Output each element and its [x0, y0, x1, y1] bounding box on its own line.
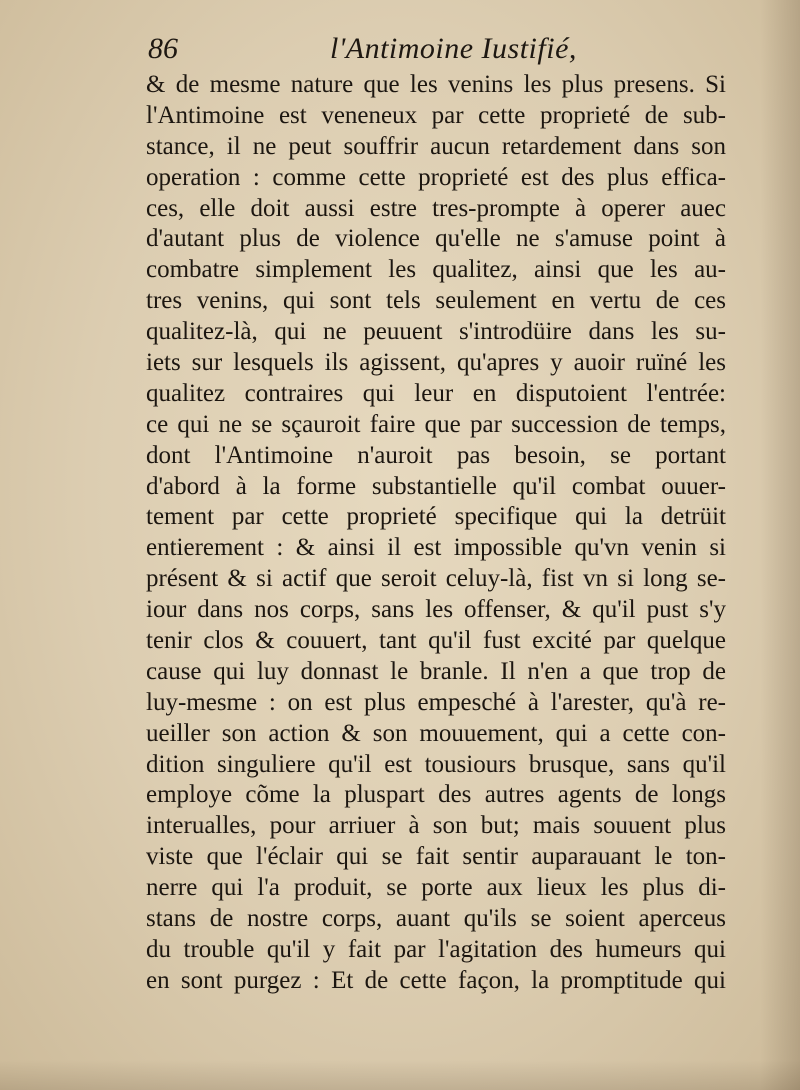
- page-number: 86: [148, 32, 178, 65]
- text-line: cause qui luy donnast le branle. Il n'en a que trop de: [146, 657, 726, 685]
- text-line: dont l'Antimoine n'auroit pas besoin, se portant: [146, 441, 726, 469]
- text-line: luy-mesme : on est plus empesché à l'arester, qu'à re-: [146, 688, 726, 716]
- text-line: d'abord à la forme substantielle qu'il combat ouuer-: [146, 472, 726, 500]
- text-line: & de mesme nature que les venins les plus presens. Si: [146, 71, 726, 98]
- text-line: ces, elle doit aussi estre tres-prompte à operer auec: [146, 194, 726, 222]
- text-line: du trouble qu'il y fait par l'agitation des humeurs qui: [146, 935, 726, 963]
- text-line: présent & si actif que seroit celuy-là, fist vn si long se-: [146, 565, 726, 593]
- text-line: ueiller son action & son mouuement, qui a cette con-: [146, 719, 726, 747]
- text-line: ce qui ne se sçauroit faire que par succession de temps,: [146, 410, 726, 438]
- text-line: viste que l'éclair qui se fait sentir auparauant le ton-: [146, 843, 726, 871]
- page-edge-shadow: [760, 0, 800, 1090]
- text-line: qualitez contraires qui leur en disputoient l'entrée:: [146, 379, 726, 407]
- text-line: operation : comme cette proprieté est des plus effica-: [146, 163, 726, 191]
- text-line: tenir clos & couuert, tant qu'il fust excité par quelque: [146, 627, 726, 655]
- text-line: interualles, pour arriuer à son but; mais souuent plus: [146, 812, 726, 840]
- text-line: employe cõme la pluspart des autres agents de longs: [146, 781, 726, 809]
- text-line: tres venins, qui sont tels seulement en vertu de ces: [146, 287, 726, 315]
- text-line: qualitez-là, qui ne peuuent s'introdüire dans les su-: [146, 318, 726, 346]
- running-title: l'Antimoine Iustifié,: [330, 32, 577, 65]
- text-line: d'autant plus de violence qu'elle ne s'amuse point à: [146, 225, 726, 253]
- page-header: [0, 28, 800, 74]
- text-line: en sont purgez : Et de cette façon, la promptitude qui: [146, 966, 726, 994]
- page-bottom-shadow: [0, 1060, 800, 1090]
- text-line: stance, il ne peut souffrir aucun retardement dans son: [146, 132, 726, 160]
- text-line: stans de nostre corps, auant qu'ils se soient aperceus: [146, 905, 726, 933]
- text-line: iets sur lesquels ils agissent, qu'apres y auoir ruïné les: [146, 349, 726, 377]
- text-line: nerre qui l'a produit, se porte aux lieux les plus di-: [146, 874, 726, 902]
- text-line: combatre simplement les qualitez, ainsi que les au-: [146, 256, 726, 284]
- text-line: tement par cette proprieté specifique qui la detrüit: [146, 503, 726, 531]
- text-line: l'Antimoine est veneneux par cette proprieté de sub-: [146, 101, 726, 129]
- text-line: entierement : & ainsi il est impossible qu'vn venin si: [146, 534, 726, 562]
- body-text: [146, 70, 726, 997]
- text-line: iour dans nos corps, sans les offenser, & qu'il pust s'y: [146, 596, 726, 624]
- text-line: dition singuliere qu'il est tousiours brusque, sans qu'il: [146, 750, 726, 778]
